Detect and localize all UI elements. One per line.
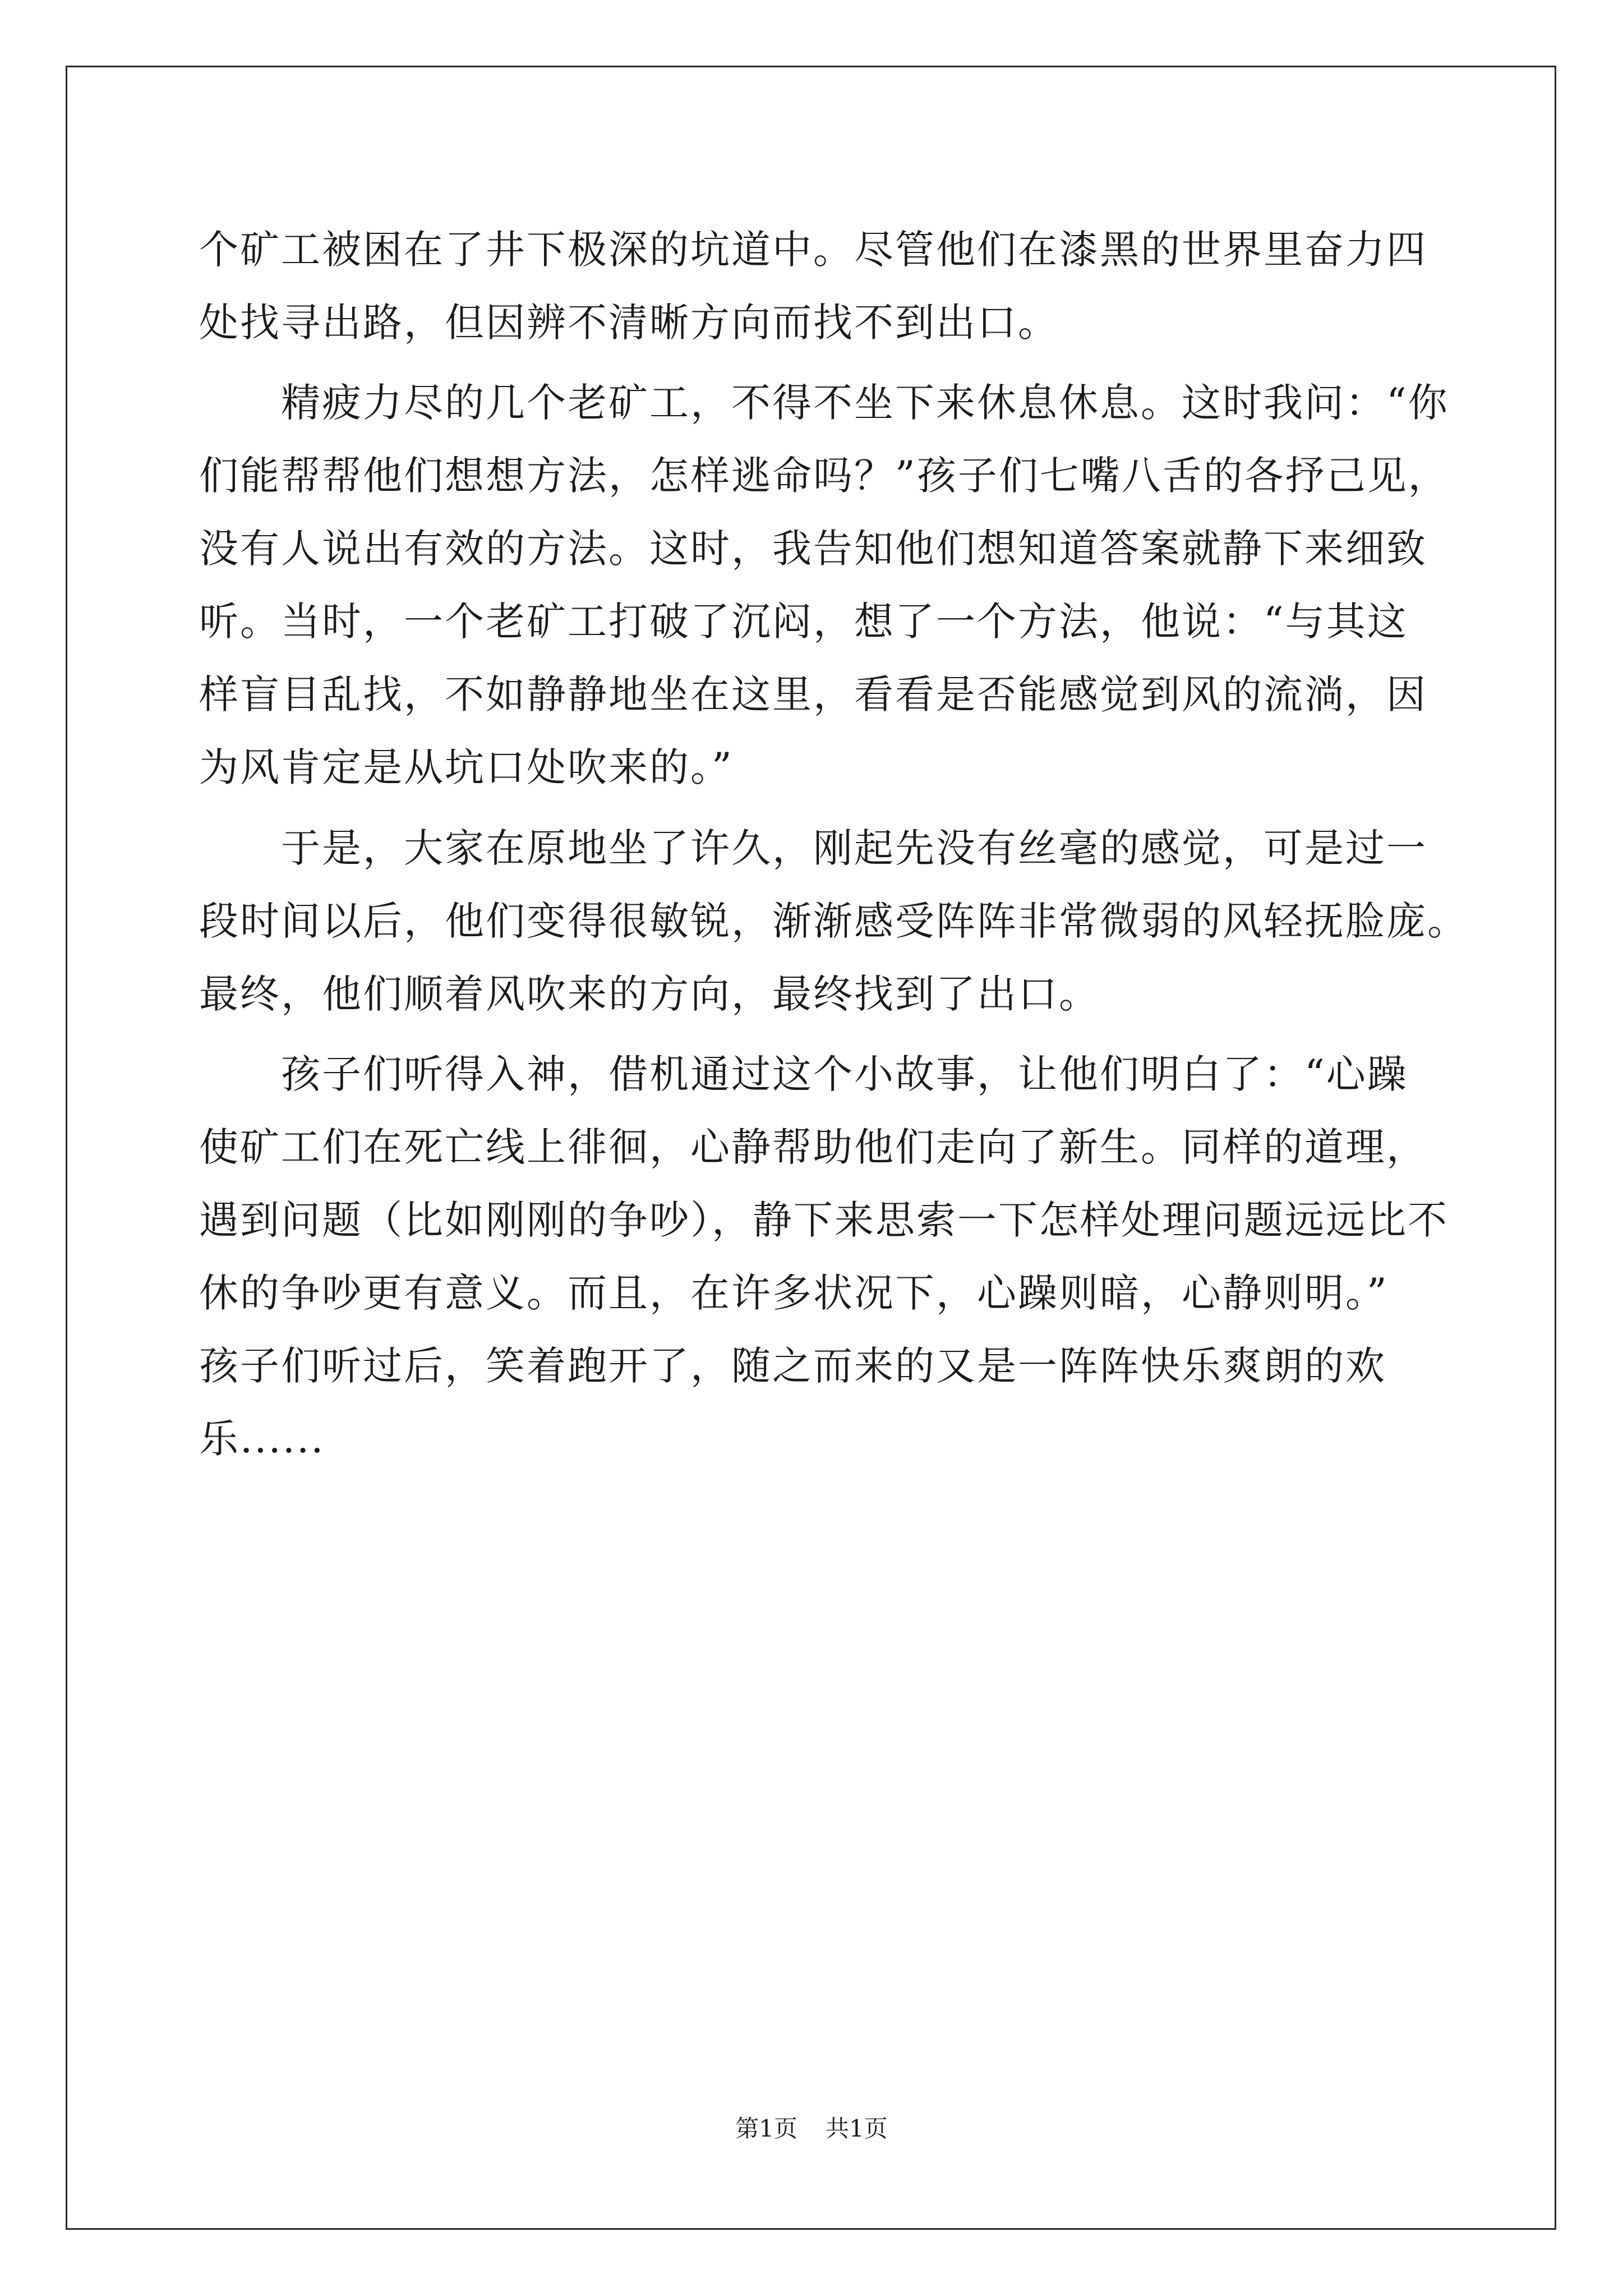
text-line: 们能帮帮他们想想方法，怎样逃命吗？”孩子们七嘴八舌的各抒己见， [199, 453, 1449, 499]
page-total: 共1页 [826, 2115, 888, 2142]
text-line: 样盲目乱找，不如静静地坐在这里，看看是否能感觉到风的流淌，因 [199, 671, 1427, 717]
text-line: 于是，大家在原地坐了许久，刚起先没有丝毫的感觉，可是过一 [199, 825, 1427, 871]
text-line: 没有人说出有效的方法。这时，我告知他们想知道答案就静下来细致 [199, 526, 1427, 572]
text-line: 处找寻出路，但因辨不清晰方向而找不到出口。 [199, 300, 1059, 346]
text-line: 休的争吵更有意义。而且，在许多状况下，心躁则暗，心静则明。” [199, 1270, 1389, 1316]
page-footer [0, 2112, 1623, 2146]
text-line: 使矿工们在死亡线上徘徊，心静帮助他们走向了新生。同样的道理， [199, 1124, 1427, 1170]
text-line: 个矿工被困在了井下极深的坑道中。尽管他们在漆黑的世界里奋力四 [199, 227, 1427, 273]
text-line: 遇到问题（比如刚刚的争吵），静下来思索一下怎样处理问题远远比不 [199, 1197, 1449, 1243]
text-line: 最终，他们顺着风吹来的方向，最终找到了出口。 [199, 971, 1100, 1017]
text-line: 听。当时，一个老矿工打破了沉闷，想了一个方法，他说：“与其这 [199, 599, 1408, 645]
text-line: 孩子们听得入神，借机通过这个小故事，让他们明白了：“心躁 [199, 1051, 1408, 1097]
text-line: 精疲力尽的几个老矿工，不得不坐下来休息休息。这时我问：“你 [199, 380, 1449, 426]
text-line: 孩子们听过后，笑着跑开了，随之而来的又是一阵阵快乐爽朗的欢 [199, 1343, 1386, 1389]
page-number: 第1页 [735, 2115, 797, 2142]
text-line: 为风肯定是从坑口处吹来的。” [199, 744, 734, 790]
text-line: 段时间以后，他们变得很敏锐，渐渐感受阵阵非常微弱的风轻抚脸庞。 [199, 898, 1468, 944]
text-line: 乐...... [199, 1416, 325, 1462]
